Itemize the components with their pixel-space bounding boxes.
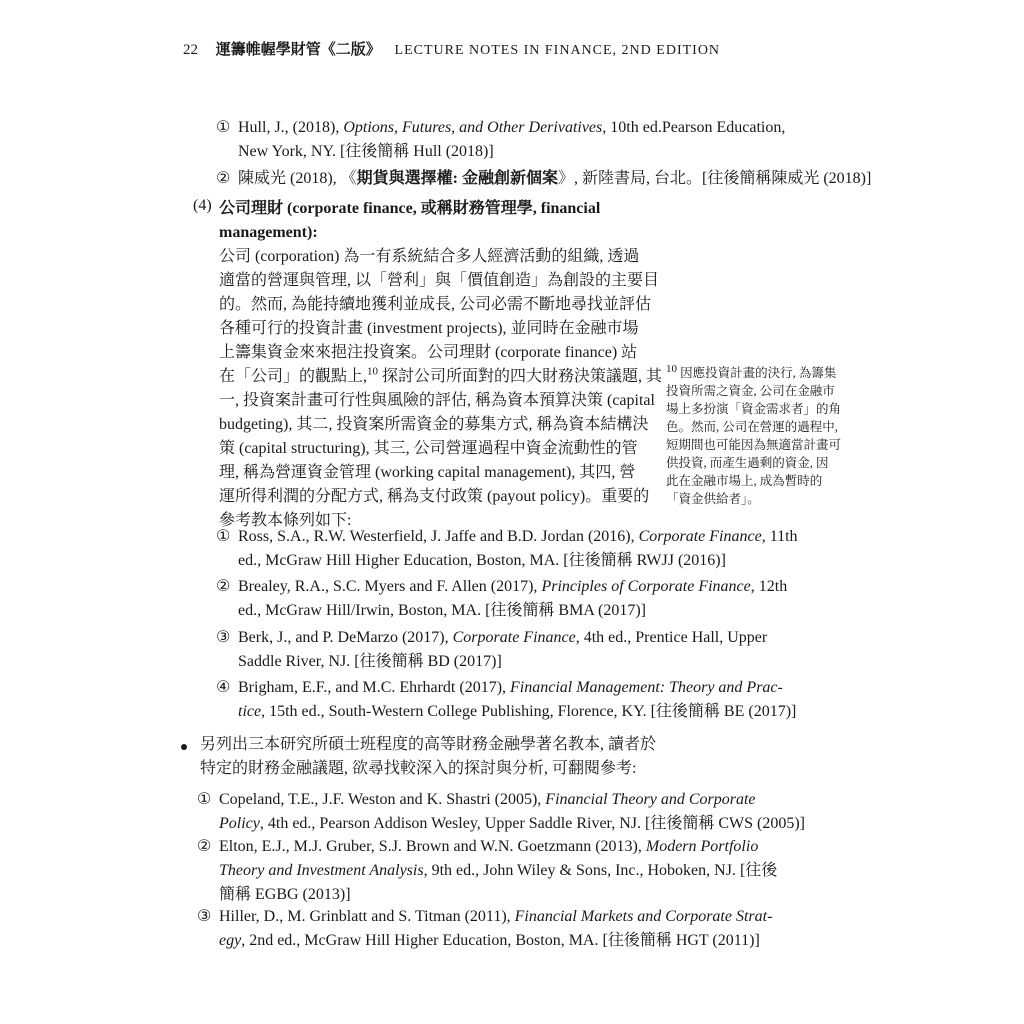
body-line: budgeting), 其二, 投資案所需資金的募集方式, 稱為資本結構決 (219, 416, 649, 433)
reference-item: ② Brealey, R.A., S.C. Myers and F. Allen (2017), Principles of Corporate Finance, 12th ed., McGraw Hill/Irwin, Boston, MA. [往後簡稱 BMA (2017)] (216, 578, 788, 619)
body-line: 適當的營運與管理, 以「營利」與「價值創造」為創設的主要目 (219, 272, 660, 289)
reference-item: ③ Berk, J., and P. DeMarzo (2017), Corporate Finance, 4th ed., Prentice Hall, Upper Saddle River, NJ. [往後簡稱 BD (2017)] (216, 629, 768, 670)
body-line: 理, 稱為營運資金管理 (working capital management), 其四, 營 (219, 464, 636, 481)
reference-item: ② 陳威光 (2018), 《期貨與選擇權: 金融創新個案》, 新陸書局, 台北。[往後簡稱陳威光 (2018)] (216, 170, 872, 187)
book-title-zh: 運籌帷幄學財管《二版》 (215, 40, 381, 58)
section-heading: 公司理財 (corporate finance, 或稱財務管理學, financial management): (219, 200, 601, 241)
bullet-paragraph: 另列出三本研究所碩士班程度的高等財務金融學著名教本, 讀者於 特定的財務金融議題, 欲尋找較深入的探討與分析, 可翻閱參考: (200, 736, 657, 777)
reference-item: ② Elton, E.J., M.J. Gruber, S.J. Brown and W.N. Goetzmann (2013), Modern Portfolio Theory and Investment Analysis, 9th ed., John Wiley & Sons, Inc., Hoboken, NJ. [往後 簡稱 EGBG (2013)] (197, 838, 778, 903)
body-line: 上籌集資金來來挹注投資案。公司理財 (corporate finance) 站 (219, 344, 638, 361)
body-line: 各種可行的投資計畫 (investment projects), 並同時在金融市場 (219, 320, 639, 337)
body-line: 的。然而, 為能持續地獲利並成長, 公司必需不斷地尋找並評估 (219, 296, 652, 313)
reference-item: ① Hull, J., (2018), Options, Futures, and Other Derivatives, 10th ed.Pearson Education, New York, NY. [往後簡稱 Hull (2018)] (216, 119, 786, 160)
body-line: 一, 投資案計畫可行性與風險的評估, 稱為資本預算決策 (capital (219, 392, 655, 409)
bullet-icon (180, 741, 190, 751)
body-line: 策 (capital structuring), 其三, 公司營運過程中資金流動性的管 (219, 440, 638, 457)
body-line: 運所得利潤的分配方式, 稱為支付政策 (payout policy)。重要的 (219, 488, 650, 505)
reference-item: ③ Hiller, D., M. Grinblatt and S. Titman (2011), Financial Markets and Corporate Strat- egy, 2nd ed., McGraw Hill Higher Education, Boston, MA. [往後簡稱 HGT (2011)] (197, 908, 773, 949)
body-line: 公司 (corporation) 為一有系統結合多人經濟活動的組織, 透過 (219, 248, 640, 265)
page-number: 22 (183, 42, 198, 58)
book-title-en: LECTURE NOTES IN FINANCE, 2ND EDITION (394, 43, 721, 58)
reference-item: ① Ross, S.A., R.W. Westerfield, J. Jaffe and B.D. Jordan (2016), Corporate Finance, 11th ed., McGraw Hill Higher Education, Boston, MA. [往後簡稱 RWJJ (2016)] (216, 528, 798, 569)
body-line: 在「公司」的觀點上,$^{10}$ 探討公司所面對的四大財務決策議題, 其 (219, 365, 663, 385)
body-line: 參考教本條列如下: (219, 512, 352, 529)
reference-item: ④ Brigham, E.F., and M.C. Ehrhardt (2017), Financial Management: Theory and Prac- tice, 15th ed., South-Western College Publishing, Florence, KY. [往後簡稱 BE (2017)] (216, 679, 797, 720)
running-header (183, 38, 720, 59)
footnote-ref: 10 (367, 365, 379, 378)
reference-item: ① Copeland, T.E., J.F. Weston and K. Shastri (2005), Financial Theory and Corporate Policy, 4th ed., Pearson Addison Wesley, Upper Saddle River, NJ. [往後簡稱 CWS (2005)] (197, 791, 805, 832)
section-number: (4) (193, 197, 212, 214)
margin-footnote: $^{10}$ 因應投資計畫的決行, 為籌集 投資所需之資金, 公司在金融市 場上多扮演「資金需求者」的角 色。然而, 公司在營運的過程中, 短期間也可能因為無適當計畫可 供投資, 而產生過剩的資金, 因 此在金融市場上, 成為暫時的 「資金供給者」。 (666, 362, 842, 506)
section-body (219, 245, 663, 533)
